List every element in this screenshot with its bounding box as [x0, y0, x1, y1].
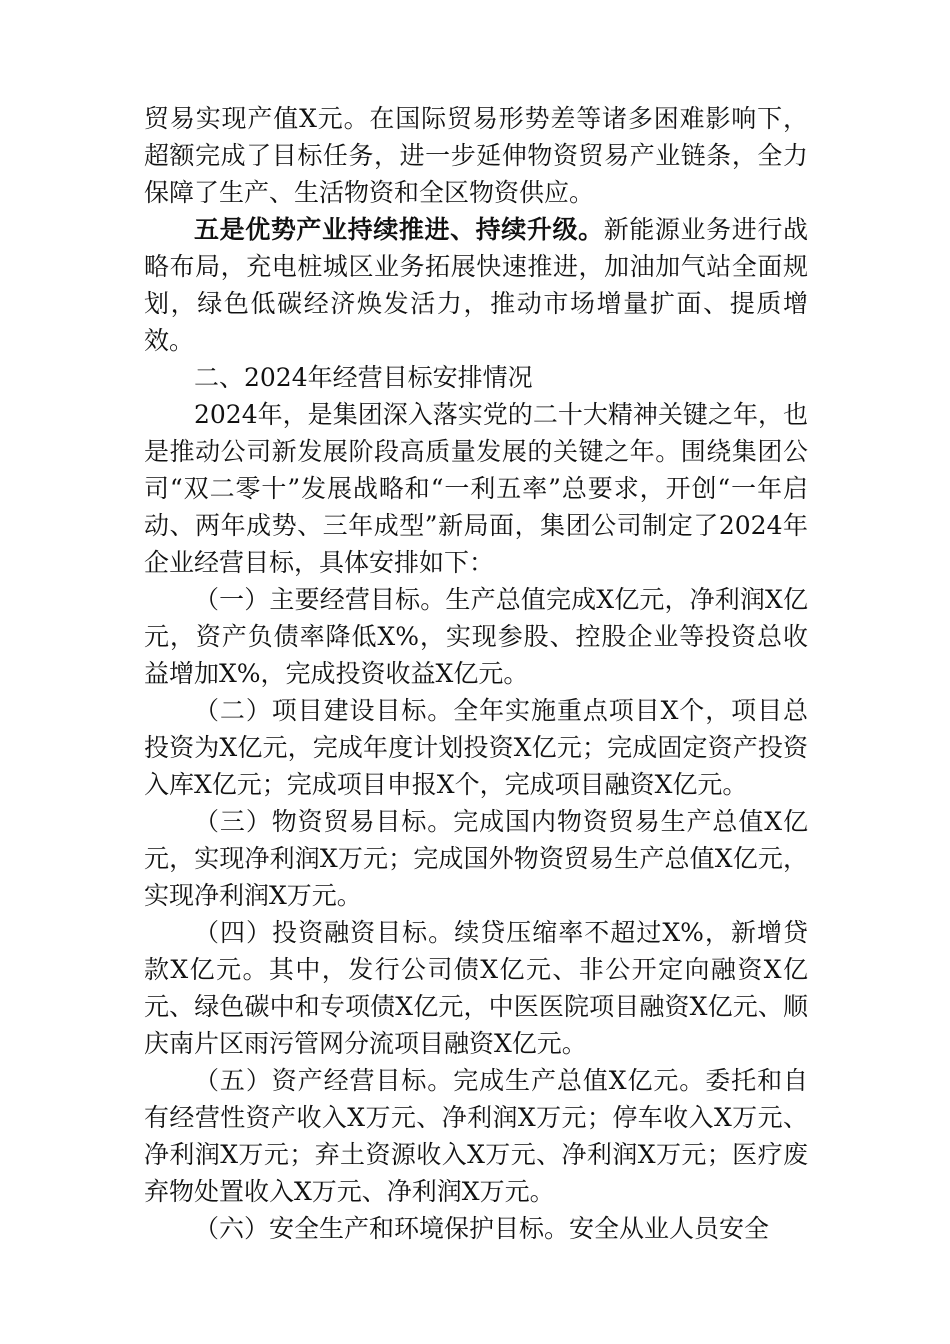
- item-project-targets-body: 全年实施重点项目X个，项目总投资为X亿元，完成年度计划投资X亿元；完成固定资产投资入库X亿元；完成项目申报X个，完成项目融资X亿元。: [144, 696, 808, 799]
- paragraph-trade-output: 贸易实现产值X元。在国际贸易形势差等诸多困难影响下，超额完成了目标任务，进一步延伸物资贸易产业链条，全力保障了生产、生活物资和全区物资供应。: [144, 104, 808, 207]
- item-trade-targets-heading: （三）物资贸易目标。: [194, 807, 454, 836]
- item-asset-targets-heading: （五）资产经营目标。: [194, 1066, 454, 1095]
- paragraph-advantage-industry-body: 新能源业务进行战略布局，充电桩城区业务拓展快速推进，加油加气站全面规划，绿色低碳经济焕发活力，推动市场增量扩面、提质增效。: [144, 215, 808, 355]
- item-main-targets: [144, 581, 808, 692]
- item-financing-targets-body: 续贷压缩率不超过X%，新增贷款X亿元。其中，发行公司债X亿元、非公开定向融资X亿元、绿色碳中和专项债X亿元，中医医院项目融资X亿元、顺庆南片区雨污管网分流项目融资X亿元。: [144, 918, 808, 1058]
- paragraph-advantage-industry: [144, 211, 808, 359]
- item-project-targets: [144, 692, 808, 803]
- item-financing-targets: [144, 914, 808, 1062]
- item-project-targets-heading: （二）项目建设目标。: [194, 696, 454, 725]
- item-asset-targets: [144, 1062, 808, 1210]
- section-2024-title: 二、2024年经营目标安排情况: [194, 363, 533, 392]
- paragraph-advantage-industry-heading: 五是优势产业持续推进、持续升级。: [194, 215, 604, 244]
- item-trade-targets-body: 完成国内物资贸易生产总值X亿元，实现净利润X万元；完成国外物资贸易生产总值X亿元，实现净利润X万元。: [144, 807, 808, 910]
- item-asset-targets-body: 完成生产总值X亿元。委托和自有经营性资产收入X万元、净利润X万元；停车收入X万元、净利润X万元；弃土资源收入X万元、净利润X万元；医疗废弃物处置收入X万元、净利润X万元。: [144, 1066, 808, 1206]
- item-financing-targets-heading: （四）投资融资目标。: [194, 918, 455, 947]
- item-safety-targets-body: 安全从业人员安全: [569, 1214, 770, 1243]
- document-page: [144, 100, 808, 1247]
- item-main-targets-heading: （一）主要经营目标。: [194, 585, 446, 614]
- item-safety-targets-heading: （六）安全生产和环境保护目标。: [194, 1214, 570, 1243]
- item-main-targets-body: 生产总值完成X亿元，净利润X亿元，资产负债率降低X%，实现参股、控股企业等投资总收益增加X%，完成投资收益X亿元。: [144, 585, 808, 688]
- item-safety-targets: [144, 1210, 808, 1247]
- paragraph-2024-intro: 2024年，是集团深入落实党的二十大精神关键之年，也是推动公司新发展阶段高质量发展的关键之年。围绕集团公司“双二零十”发展战略和“一利五率”总要求，开创“一年启动、两年成势、三年成型”新局面，集团公司制定了2024年企业经营目标，具体安排如下：: [144, 400, 808, 577]
- item-trade-targets: [144, 803, 808, 914]
